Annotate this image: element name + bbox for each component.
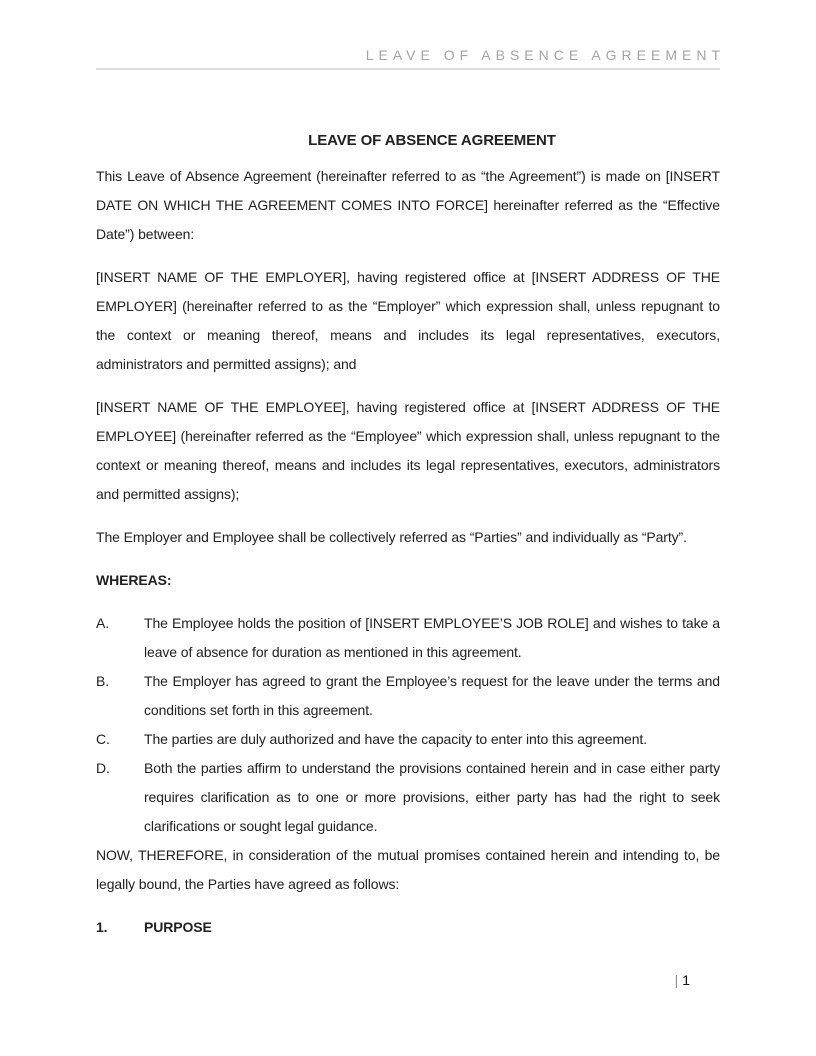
recital-marker: C. bbox=[96, 731, 110, 747]
recital-marker: A. bbox=[96, 615, 110, 631]
page-footer bbox=[96, 970, 690, 990]
recital-marker: D. bbox=[96, 760, 110, 776]
intro-paragraph-3: [INSERT NAME OF THE EMPLOYEE], having registered office at [INSERT ADDRESS OF THE EMPLOYEE] (hereinafter referred as the “Employee” which expression shall, unless repugnant to the context or meaning thereof, means and includes its legal representatives, executors, administrators and permitted assigns); bbox=[96, 399, 720, 502]
whereas-heading: WHEREAS: bbox=[96, 572, 172, 588]
section-title: PURPOSE bbox=[144, 919, 212, 935]
section-heading-purpose bbox=[96, 913, 720, 942]
recital-item-b bbox=[96, 667, 720, 725]
page-header bbox=[96, 0, 725, 70]
recital-item-d bbox=[96, 754, 720, 841]
recital-text: The Employer has agreed to grant the Employee’s request for the leave under the terms and conditions set forth in this agreement. bbox=[144, 673, 720, 718]
intro-paragraph-4: The Employer and Employee shall be collectively referred as “Parties” and individually as “Party”. bbox=[96, 529, 687, 545]
footer-page-number: 1 bbox=[682, 972, 690, 988]
section-number: 1. bbox=[96, 919, 108, 935]
document-body bbox=[96, 70, 720, 942]
footer-separator: | bbox=[674, 972, 679, 988]
header-running-title: LEAVE OF ABSENCE AGREEMENT bbox=[365, 47, 725, 63]
recital-text: Both the parties affirm to understand the provisions contained herein and in case either party requires clarification as to one or more provisions, either party has had the right to seek clarifications or sought legal guidance. bbox=[144, 760, 720, 834]
document-title: LEAVE OF ABSENCE AGREEMENT bbox=[308, 132, 556, 149]
recital-item-c bbox=[96, 725, 720, 754]
intro-paragraph-1: This Leave of Absence Agreement (hereinafter referred to as “the Agreement”) is made on [INSERT DATE ON WHICH THE AGREEMENT COMES INTO FORCE] hereinafter referred as the “Effective Date”) between: bbox=[96, 168, 720, 242]
now-therefore-paragraph: NOW, THEREFORE, in consideration of the mutual promises contained herein and intending to, be legally bound, the Parties have agreed as follows: bbox=[96, 847, 720, 892]
recital-marker: B. bbox=[96, 673, 110, 689]
recital-item-a bbox=[96, 609, 720, 667]
intro-paragraph-2: [INSERT NAME OF THE EMPLOYER], having registered office at [INSERT ADDRESS OF THE EMPLOYER] (hereinafter referred to as the “Employer” which expression shall, unless repugnant to the context or meaning thereof, means and includes its legal representatives, executors, administrators and permitted assigns); and bbox=[96, 269, 720, 372]
recital-text: The Employee holds the position of [INSERT EMPLOYEE’S JOB ROLE] and wishes to take a leave of absence for duration as mentioned in this agreement. bbox=[144, 615, 720, 660]
recital-text: The parties are duly authorized and have the capacity to enter into this agreement. bbox=[144, 731, 648, 747]
